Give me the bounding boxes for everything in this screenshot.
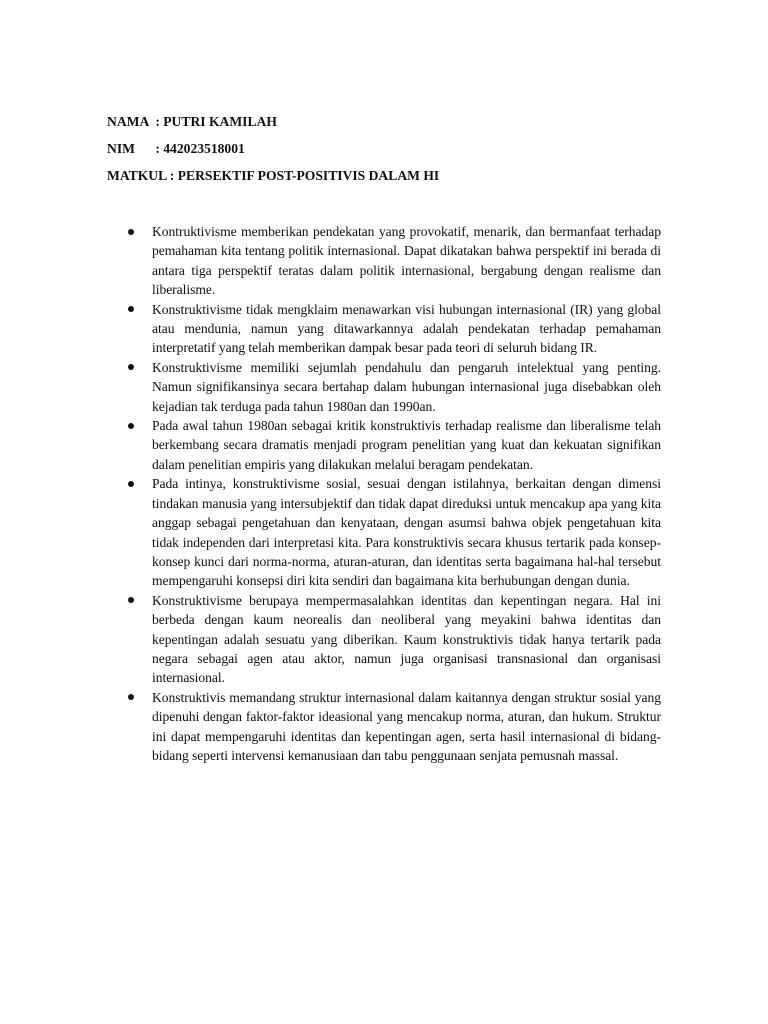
list-item [127, 300, 661, 358]
bullet-point-icon [128, 306, 134, 312]
bullet-point-icon [128, 423, 134, 429]
list-item-text: Konstruktivis memandang struktur internasional dalam kaitannya dengan struktur sosial yang dipenuhi dengan faktor-faktor ideasional yang mencakup norma, aturan, dan hukum. Struktur ini dapat mempengaruhi identitas dan kepentingan agen, serta hasil internasional di bidang-bidang seperti intervensi kemanusiaan dan tabu penggunaan senjata pemusnah massal. [152, 689, 661, 763]
list-item [127, 416, 661, 474]
list-item-text: Kontruktivisme memberikan pendekatan yang provokatif, menarik, dan bermanfaat terhadap pemahaman kita tentang politik internasional. Dapat dikatakan bahwa perspektif ini berada di antara tiga perspektif teratas dalam politik internasional, bergabung dengan realisme dan liberalisme. [152, 224, 661, 298]
bullet-point-icon [128, 481, 134, 487]
list-item-text: Pada awal tahun 1980an sebagai kritik konstruktivis terhadap realisme dan liberalisme telah berkembang secara dramatis menjadi program penelitian yang kuat dan kekuatan signifikan dalam penelitian empiris yang dilakukan melalui beragam pendekatan. [152, 418, 661, 472]
bullet-point-icon [128, 364, 134, 370]
course-line: MATKUL : PERSEKTIF POST-POSITIVIS DALAM HI [107, 168, 440, 183]
student-header [107, 108, 439, 189]
list-item-text: Konstruktivisme memiliki sejumlah pendahulu dan pengaruh intelektual yang penting. Namun signifikansinya secara bertahap dalam hubungan internasional juga disebabkan oleh kejadian tak terduga pada tahun 1980an dan 1990an. [152, 359, 661, 414]
list-item [127, 358, 661, 416]
bullet-point-icon [128, 597, 134, 603]
list-item-text: Konstruktivisme tidak mengklaim menawarkan visi hubungan internasional (IR) yang global atau mendunia, namun yang ditawarkannya adalah pendekatan terhadap pemahaman interpretatif yang telah memberikan dampak besar pada teori di seluruh bidang IR. [152, 301, 661, 356]
bullet-point-icon [128, 694, 134, 700]
student-nim-line: NIM : 442023518001 [107, 141, 245, 156]
list-item-text: Konstruktivisme berupaya mempermasalahkan identitas dan kepentingan negara. Hal ini berbeda dengan kaum neorealis dan neoliberal yang meyakini bahwa identitas dan kepentingan adalah sesuatu yang diberikan. Kaum konstruktivis tidak hanya tertarik pada negara sebagai agen atau aktor, namun juga organisasi transnasional dan organisasi internasional. [152, 592, 661, 686]
bullet-list [127, 222, 661, 765]
list-item [127, 688, 661, 766]
list-item [127, 222, 661, 300]
bullet-point-icon [128, 229, 134, 235]
student-name-line: NAMA : PUTRI KAMILAH [107, 114, 277, 129]
list-item-text: Pada intinya, konstruktivisme sosial, sesuai dengan istilahnya, berkaitan dengan dimensi tindakan manusia yang intersubjektif dan tidak dapat direduksi untuk mencakup apa yang kita anggap sebagai pengetahuan dan kenyataan, dengan asumsi bahwa objek pengetahuan kita tidak independen dari interpretasi kita. Para konstruktivis secara khusus tertarik pada konsep-konsep kunci dari norma-norma, aturan-aturan, dan identitas serta bagaimana hal-hal tersebut mempengaruhi konsepsi diri kita sendiri dan bagaimana kita berhubungan dengan dunia. [152, 476, 661, 589]
list-item [127, 474, 661, 590]
list-item [127, 591, 661, 688]
